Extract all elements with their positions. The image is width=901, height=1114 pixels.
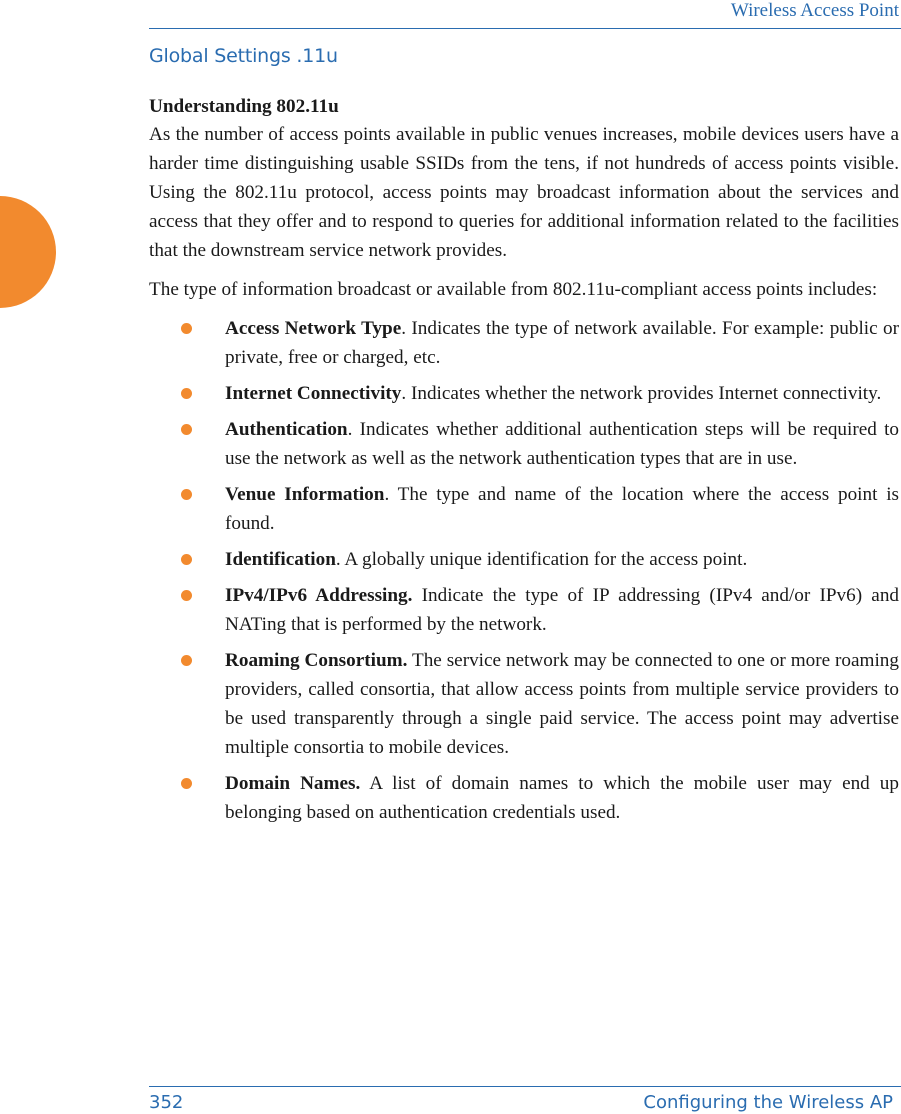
bullet-dot-icon [181,424,192,435]
bullet-dot-icon [181,323,192,334]
list-item [149,314,899,372]
subheading: Understanding 802.11u [149,96,339,117]
list-item [149,581,899,639]
list-item-term: Authentication [225,419,348,440]
list-item-term: Access Network Type [225,318,402,339]
list-item-text: . A globally unique identification for the access point. [335,549,748,570]
list-item-term: Identification [225,549,336,570]
list-item-text: A list of domain names to which the mobile user may end up belonging based on authentication credentials used. [225,773,899,823]
bullet-dot-icon [181,489,192,500]
chapter-title: Configuring the Wireless AP [643,1092,893,1113]
header-rule [149,28,901,29]
bullet-dot-icon [181,590,192,601]
running-header-title: Wireless Access Point [730,0,899,21]
bullet-dot-icon [181,388,192,399]
list-item-term: Internet Connectivity [225,383,402,404]
list-item-term: IPv4/IPv6 Addressing. [225,585,413,606]
list-item [149,545,899,574]
chapter-tab-marker [0,196,56,308]
list-item-text: . The type and name of the location where the access point is found. [225,484,899,534]
list-item [149,415,899,473]
bullet-dot-icon [181,655,192,666]
list-item-term: Domain Names. [225,773,361,794]
bullet-dot-icon [181,778,192,789]
list-item [149,480,899,538]
intro-paragraph: As the number of access points available in public venues increases, mobile devices users have a harder time distinguishing usable SSIDs from the tens, if not hundreds of access points visible. Using the 802.11u protocol, access points may broadcast information about the services and access that they offer and to respond to queries for additional information related to the facilities that the downstream service network provides. [149,124,899,261]
footer-rule [149,1086,901,1087]
section-heading: Global Settings .11u [149,45,338,67]
list-item-term: Venue Information [225,484,385,505]
list-item-term: Roaming Consortium. [225,650,408,671]
list-item [149,646,899,762]
list-intro-paragraph: The type of information broadcast or available from 802.11u-compliant access points includes: [149,279,878,300]
list-item-text: . Indicates whether the network provides Internet connectivity. [401,383,882,404]
list-item [149,769,899,827]
list-item-text: . Indicates whether additional authentication steps will be required to use the network as well as the network authentication types that are in use. [225,419,899,469]
list-item-text: . Indicates the type of network available. For example: public or private, free or charged, etc. [225,318,899,368]
list-item [149,379,899,408]
page-body [149,94,899,834]
list-item-text: The service network may be connected to one or more roaming providers, called consortia, that allow access points from multiple service providers to be used transparently through a single paid service. The access point may advertise multiple consortia to mobile devices. [225,650,899,758]
bullet-dot-icon [181,554,192,565]
feature-list [149,314,899,827]
list-item-text: Indicate the type of IP addressing (IPv4 and/or IPv6) and NATing that is performed by the network. [225,585,900,635]
page-number: 352 [149,1092,184,1113]
